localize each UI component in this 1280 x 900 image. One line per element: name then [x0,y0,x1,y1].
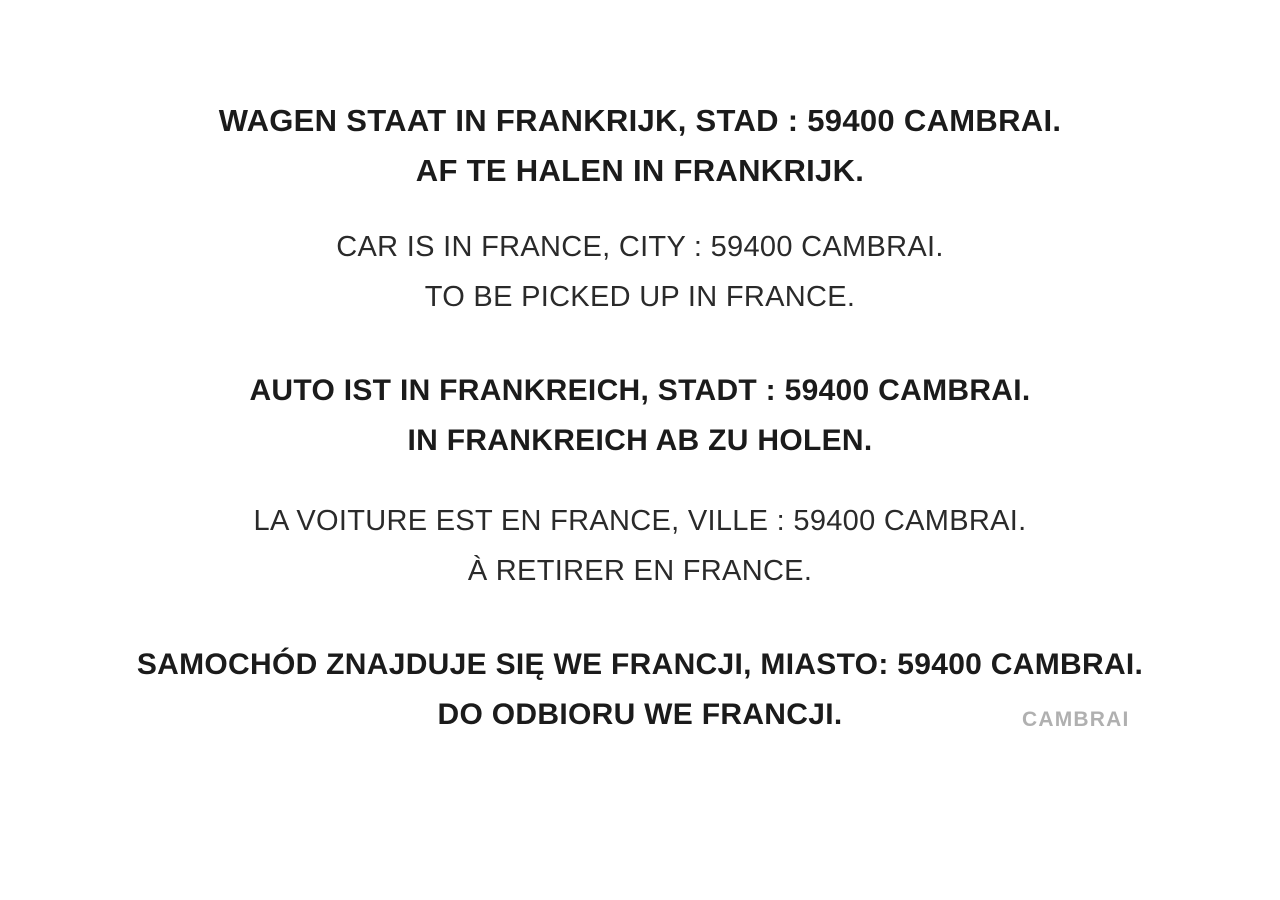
text-block-french [0,496,1280,596]
text-line: CAR IS IN FRANCE, CITY : 59400 CAMBRAI. [336,231,944,263]
text-line: WAGEN STAAT IN FRANKRIJK, STAD : 59400 CAMBRAI. [218,103,1062,138]
text-line: AF TE HALEN IN FRANKRIJK. [415,153,865,188]
text-block-polish [0,640,1280,740]
text-line: SAMOCHÓD ZNAJDUJE SIĘ WE FRANCJI, MIASTO: 59400 CAMBRAI. [136,648,1144,681]
text-block-dutch [0,96,1280,196]
text-line: AUTO IST IN FRANKREICH, STADT : 59400 CAMBRAI. [249,374,1031,407]
watermark-text: CAMBRAI [1022,708,1130,731]
text-line: TO BE PICKED UP IN FRANCE. [424,281,856,313]
text-line: À RETIRER EN FRANCE. [467,555,813,587]
text-line: IN FRANKREICH AB ZU HOLEN. [407,424,873,457]
text-line: LA VOITURE EST EN FRANCE, VILLE : 59400 CAMBRAI. [253,505,1027,537]
text-line: DO ODBIORU WE FRANCJI. [437,698,843,731]
text-block-english [0,222,1280,322]
text-block-german [0,366,1280,466]
